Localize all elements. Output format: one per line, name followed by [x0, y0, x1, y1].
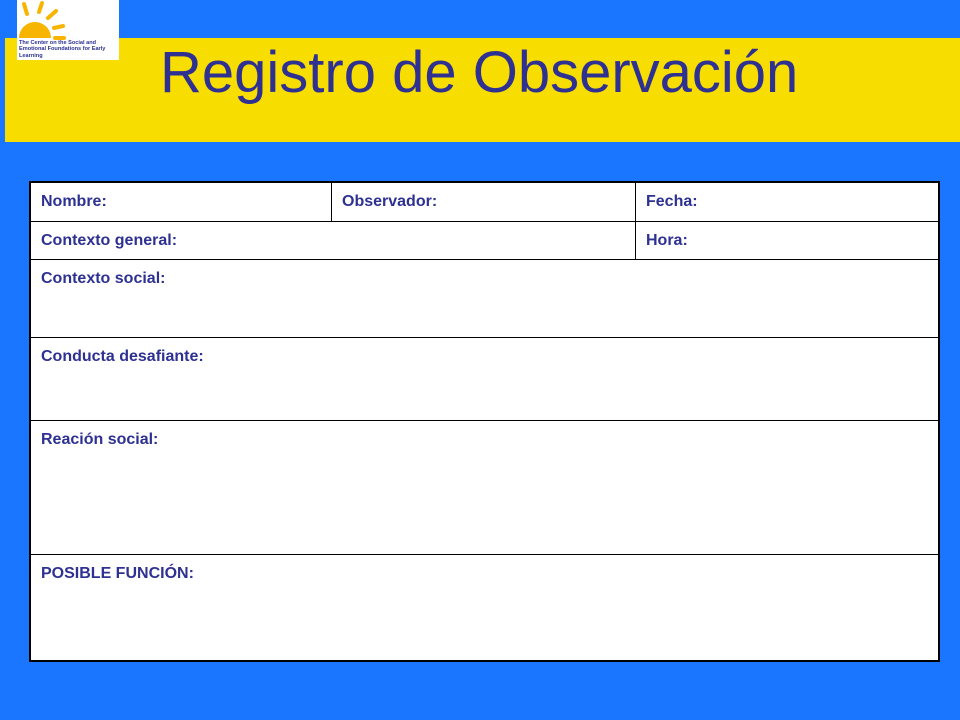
observador-label: Observador:	[342, 193, 438, 210]
fecha-label: Fecha:	[646, 193, 698, 210]
sun-icon	[17, 0, 119, 42]
conducta-desafiante-field[interactable]	[31, 338, 938, 420]
center-logo	[17, 0, 119, 60]
slide-title: Registro de Observación	[160, 40, 799, 105]
contexto-general-field[interactable]	[31, 222, 635, 259]
logo-text: The Center on the Social and Emotional Foundations for Early Learning	[19, 40, 106, 59]
contexto-social-field[interactable]	[31, 260, 938, 337]
observation-form	[29, 181, 940, 662]
observador-field[interactable]	[332, 183, 635, 221]
posible-funcion-label: POSIBLE FUNCIÓN:	[41, 565, 194, 582]
hora-field[interactable]	[636, 222, 938, 259]
hora-label: Hora:	[646, 232, 688, 249]
posible-funcion-field[interactable]	[31, 555, 938, 660]
contexto-social-label: Contexto social:	[41, 270, 166, 287]
nombre-label: Nombre:	[41, 193, 107, 210]
nombre-field[interactable]	[31, 183, 331, 221]
contexto-general-label: Contexto general:	[41, 232, 178, 249]
fecha-field[interactable]	[636, 183, 938, 221]
reacion-social-label: Reación social:	[41, 431, 159, 448]
conducta-desafiante-label: Conducta desafiante:	[41, 348, 204, 365]
reacion-social-field[interactable]	[31, 421, 938, 554]
